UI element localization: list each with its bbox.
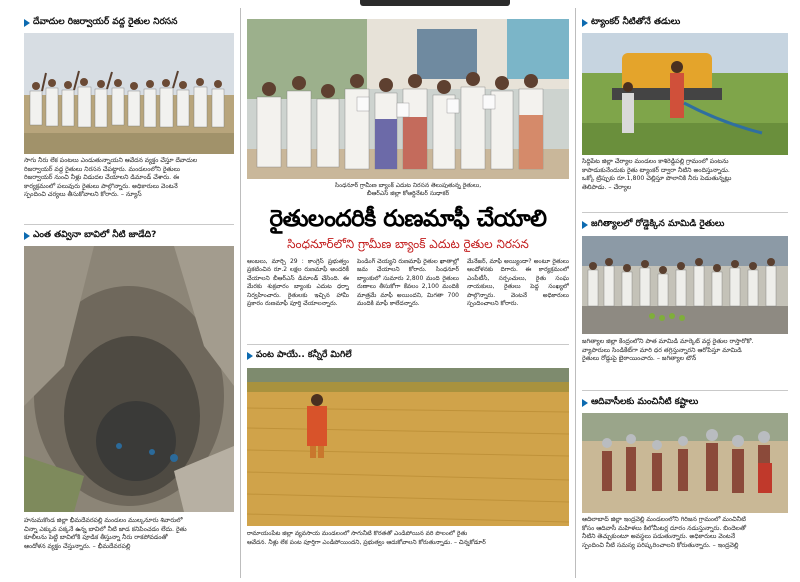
photo-bank-protest [247,19,569,179]
bullet-icon [582,221,588,229]
right-story2-title: జగిత్యాలలో రోడ్డెక్కిన మామిడి రైతులు [591,219,725,229]
bullet-icon [582,19,588,27]
left-story1-title: దేవాదుల రిజర్వాయర్ వద్ద రైతుల నిరసన [33,17,178,27]
photo-dried-paddy-field [247,368,569,526]
bullet-icon [247,352,253,360]
article-body-col2: పెండింగ్ చెయ్యని రుణమాఫీ రైతుల ఖాతాల్లో జమ చేయాలని కోరారు. సింధనూర్ బ్యాంకులో సుమారు 2,800 మంది రైతులు రుణాలు తీసుకోగా కేవలం 2,100 మందికి మాత్రమే మాఫీ అయిందని, మిగతా 700 మందికి మాఫీ కాలేదన్నారు. [357,258,459,308]
main-headline: రైతులందరికీ రుణమాఫీ చేయాలి [269,206,547,232]
left-story1-caption: సాగు నీరు లేక పంటలు ఎండుతున్నాయని ఆవేదన వ్యక్తం చేస్తూ దేవాదుల రిజర్వాయర్ వద్ద రైతులు నిరసన చేపట్టారు. మండలంలోని రైతులు రిజర్వాయర్ నుంచి నీళ్లు విడుదల చేయాలని డిమాండ్ చేశారు. ఈ కార్యక్రమంలో పలువురు రైతులు పాల్గొన్నారు. అధికారులు వెంటనే స్పందించి చర్యలు తీసుకోవాలని కోరారు. – న్యూస్ [24,157,198,199]
photo-tribal-women-water [582,413,788,513]
bullet-icon [24,19,30,27]
article-body-col3: మేనేజర్, మాఫీ అయ్యిందా? అంటూ రైతులు ఆందోళనకు దిగారు. ఈ కార్యక్రమంలో ఎంపీటీసీ, సర్పంచులు, రైతు సంఘ నాయకులు, రైతులు పెద్ద సంఖ్యలో పాల్గొన్నారు. వెంటనే అధికారులు స్పందించాలని కోరారు. [467,258,569,308]
bullet-icon [582,399,588,407]
left-story2-caption: హనుమకొండ జిల్లా భీమదేవరపల్లి మండలం ముల్కనూరు శివారులో చిన్నా ఎక్కువ పక్కనే ఉన్న బావిలో నీటి జాడ కనిపించడం లేదు. రైతు కూలీలను పెట్టి బావిలోకి పూడిక తీస్తున్నా నీరు రాకపోవడంతో ఆందోళన వ్యక్తం చేస్తున్నారు. – భీమదేవరపల్లి [24,517,187,550]
left-story1-title-row [24,17,177,29]
main-subheadline: సింధనూర్‌లోని గ్రామీణ బ్యాంక్ ఎదుట రైతుల నిరసన [287,237,529,251]
right-story1-title-row [582,17,680,29]
masthead-strip [360,0,510,6]
left-story2-title-row [24,230,156,242]
right-story3-title: ఆదివాసీలకు మంచినీటి కష్టాలు [591,397,699,407]
photo-mango-farmers-road [582,236,788,334]
column-divider-right [575,8,576,578]
photo-farmers-protest-reservoir [24,33,234,154]
left-story2-title: ఎంత తవ్వినా బావిలో నీటి జాడేది? [33,230,157,240]
divider [247,344,569,345]
right-story3-caption: ఆదిలాబాద్ జిల్లా ఇంద్రవెల్లి మండలంలోని గిరిజన గ్రామంలో మంచినీటి కోసం ఆదివాసీ మహిళలు కిలోమీటర్ల దూరం నడుస్తున్నారు. బిందెలతో నీటిని తెచ్చుకుంటూ అవస్థలు పడుతున్నారు. అధికారులు వెంటనే స్పందించి నీటి సమస్య పరిష్కరించాలని కోరుతున్నారు. – ఇంద్రవెల్లి [582,516,746,549]
divider [582,390,788,391]
article-body-col1: ఆంబలు, మార్చి 29 : కాంగ్రెస్ ప్రభుత్వం ప్రకటించిన రూ.2 లక్షల రుణమాఫీ అందరికీ చేయాలని బీఆర్ఎస్ డిమాండ్ చేసింది. ఈ మేరకు శుక్రవారం బ్యాంకు ఎదుట ధర్నా నిర్వహించారు. రైతులకు ఇచ్చిన హామీ ప్రకారం రుణమాఫీ పూర్తి చేయాలన్నారు. [247,258,349,308]
photo-dry-well [24,246,234,512]
photo-tanker-watering [582,33,788,155]
right-story3-title-row [582,397,698,409]
right-story2-caption: జగిత్యాల జిల్లా కేంద్రంలోని పాత మామిడి మార్కెట్ వద్ద రైతుల రాస్తారోకో. వ్యాపారులు సిండికేట్‌గా మారి ధర తగ్గిస్తున్నారని ఆరోపిస్తూ మామిడి రైతులు రోడ్డుపై బైఠాయించారు. – జగిత్యాల టౌన్ [582,338,754,363]
right-story2-title-row [582,219,724,231]
right-story1-title: ట్యాంకర్ నీటితోనే తడులు [591,17,681,27]
center-story2-title-row [247,350,352,362]
divider [24,224,234,225]
divider [582,212,788,213]
center-story2-caption: రామాయంపేట జిల్లా వ్యవసాయ మండలంలో సాగునీటి కొరతతో ఎండిపోయిన వరి పొలంలో రైతు ఆవేదన. నీళ్లు లేక పంట పూర్తిగా ఎండిపోయిందని, ప్రభుత్వం ఆదుకోవాలని కోరుతున్నాడు. – చిన్నకోడూర్ [247,530,486,546]
right-story1-caption: సిద్దిపేట జిల్లా చేర్యాల మండలం కాశిరెడ్డిపల్లి గ్రామంలో పంటను కాపాడుకునేందుకు రైతు ట్యాంకర్ ద్వారా నీటిని అందిస్తున్నాడు. ఒక్కో ట్రిప్పుకు రూ.1,800 చెల్లిస్తూ పొలానికి నీరు పెడుతున్నట్లు తెలిపాడు. – చేర్యాల [582,158,732,191]
column-divider-left [240,8,241,578]
center-photo-caption: సింధనూర్ గ్రామీణ బ్యాంక్ ఎదుట నిరసన తెలుపుతున్న రైతులు, బీఆర్ఎస్ జిల్లా కోఆర్డినేటర్ సుధాకర్ [334,182,482,197]
center-story2-title: పంట పాయే.. కన్నీరే మిగిలే [256,350,352,360]
bullet-icon [24,232,30,240]
